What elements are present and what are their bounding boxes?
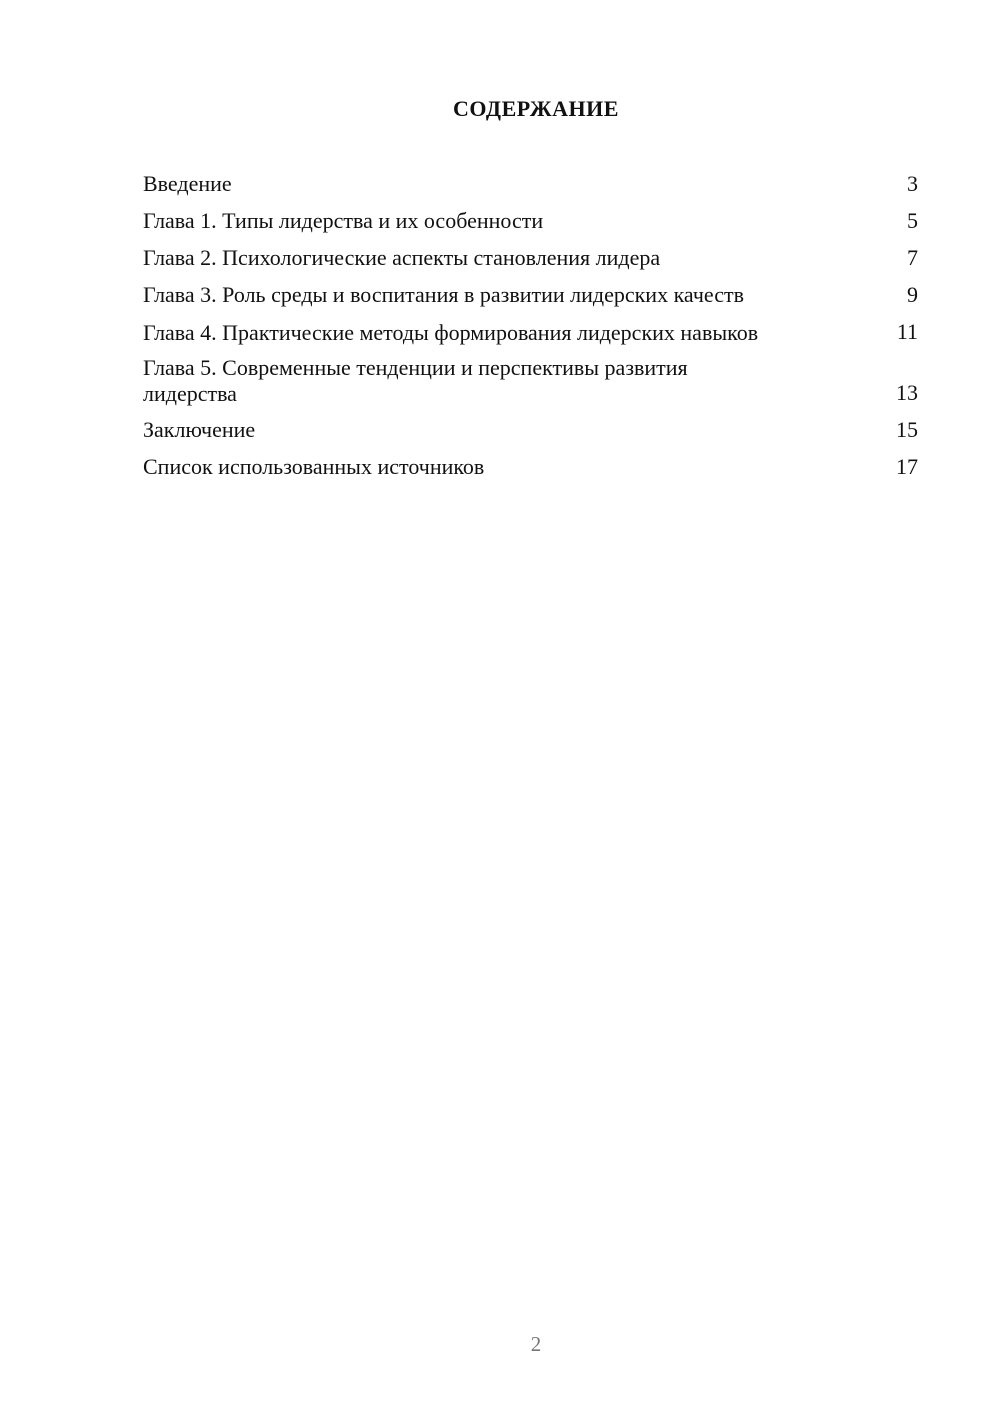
- toc-entry-title: Список использованных источников: [143, 454, 485, 479]
- toc-heading: СОДЕРЖАНИЕ: [453, 96, 619, 121]
- table-of-contents: [143, 170, 918, 490]
- toc-entry-introduction: [143, 170, 918, 198]
- toc-entry-page: 3: [907, 171, 918, 196]
- toc-entry-page: 17: [896, 454, 918, 479]
- toc-entry-references: [143, 453, 918, 481]
- toc-entry-page: 15: [896, 417, 918, 442]
- toc-entry-chapter-3: [143, 281, 918, 309]
- page-number: 2: [530, 1332, 542, 1356]
- toc-entry-conclusion: [143, 416, 918, 444]
- toc-entry-chapter-1: [143, 207, 918, 235]
- toc-entry-page: 11: [896, 319, 918, 344]
- toc-entry-title: Глава 2. Психологические аспекты становления лидера: [143, 245, 661, 270]
- toc-entry-chapter-2: [143, 244, 918, 272]
- toc-entry-title: Глава 5. Современные тенденции и перспективы развития лидерства: [143, 355, 688, 406]
- toc-entry-title: Глава 3. Роль среды и воспитания в развитии лидерских качеств: [143, 282, 744, 307]
- toc-entry-chapter-5: [143, 355, 918, 407]
- toc-entry-page: 7: [907, 245, 918, 270]
- toc-entry-title: Глава 1. Типы лидерства и их особенности: [143, 208, 544, 233]
- toc-entry-title: Введение: [143, 171, 232, 196]
- toc-entry-page: 13: [896, 380, 918, 405]
- toc-entry-page: 5: [907, 208, 918, 233]
- toc-entry-title: Заключение: [143, 417, 256, 442]
- toc-entry-page: 9: [907, 282, 918, 307]
- toc-entry-chapter-4: [143, 318, 918, 346]
- toc-entry-title: Глава 4. Практические методы формирования лидерских навыков: [143, 320, 759, 345]
